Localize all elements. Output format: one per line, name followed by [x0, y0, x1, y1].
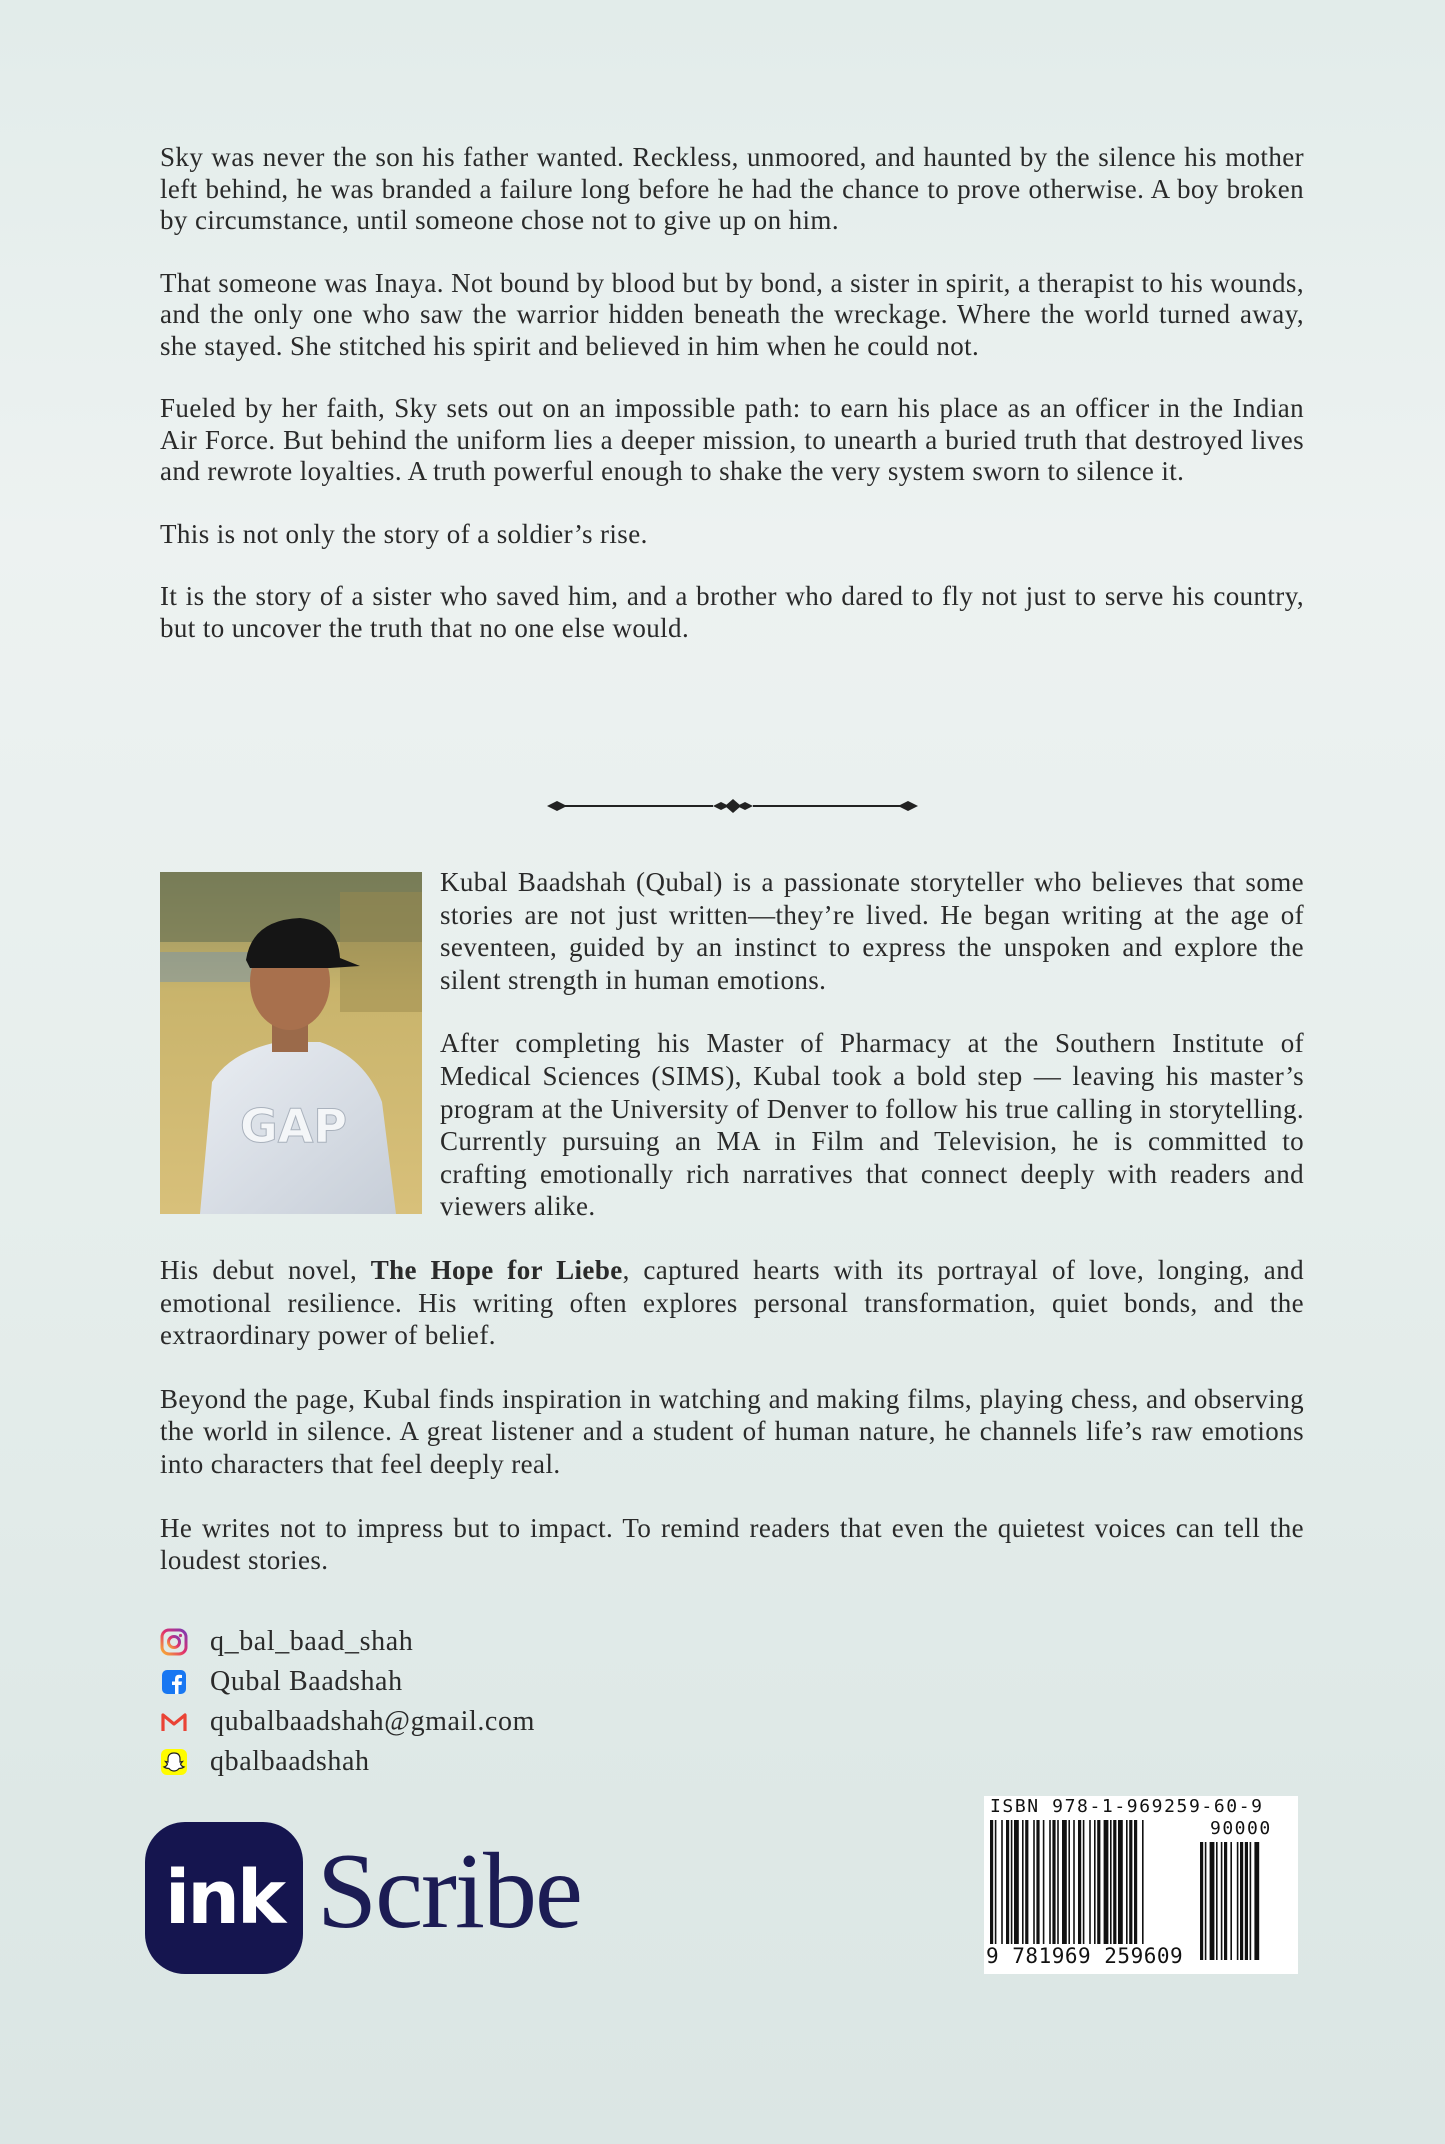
- barcode-bar: [1073, 1820, 1075, 1946]
- barcode-bar: [1089, 1820, 1091, 1946]
- barcode-bar: [1006, 1820, 1009, 1946]
- book-blurb: [160, 142, 1304, 675]
- blurb-paragraph: Sky was never the son his father wanted. Reckless, unmoored, and haunted by the silence his mother left behind, he was branded a failure long before he had the chance to prove otherwise. A boy broken by circumstance, until someone chose not to give up on him.: [160, 142, 1304, 235]
- shirt-print: GAP: [240, 1099, 348, 1153]
- barcode-addon-bar: [1224, 1842, 1227, 1960]
- contact-text: qubalbaadshah@gmail.com: [210, 1706, 535, 1737]
- author-bio: [160, 866, 1304, 1608]
- publisher-wordmark: Scribe: [317, 1832, 581, 1951]
- ornamental-divider: [545, 794, 920, 818]
- bio-paragraph: Kubal Baadshah (Qubal) is a passionate storyteller who believes that some stories are not just written—they’re lived. He began writing at the age of seventeen, guided by an instinct to express the unspoken and explore the silent strength in human emotions.: [440, 867, 1304, 995]
- barcode-bar: [1142, 1820, 1144, 1960]
- barcode-bar: [1094, 1820, 1096, 1946]
- barcode-addon-bar: [1240, 1842, 1243, 1960]
- blurb-paragraph: Fueled by her faith, Sky sets out on an impossible path: to earn his place as an officer in the Indian Air Force. But behind the uniform lies a deeper mission, to unearth a buried truth that destroyed lives and rewrote loyalties. A truth powerful enough to shake the very system sworn to silence it.: [160, 393, 1304, 486]
- barcode-addon-bar: [1216, 1842, 1218, 1960]
- barcode-addon-code: 90000: [1210, 1818, 1272, 1839]
- barcode-addon-bar: [1250, 1842, 1252, 1960]
- barcode-bar: [1113, 1820, 1116, 1946]
- barcode-bar: [1011, 1820, 1013, 1946]
- barcode-addon-bar: [1221, 1842, 1223, 1960]
- barcode-addon-bar: [1237, 1842, 1239, 1960]
- barcode-bar: [1126, 1820, 1128, 1946]
- barcode-bar: [1043, 1820, 1045, 1946]
- barcode-bar: [1068, 1820, 1070, 1946]
- instagram-icon: [160, 1628, 188, 1656]
- blurb-paragraph: It is the story of a sister who saved him, and a brother who dared to fly not just to serve his country, but to uncover the truth that no one else would.: [160, 581, 1304, 643]
- bio-paragraph: Beyond the page, Kubal finds inspiration in watching and making films, playing chess, and observing the world in silence. A great listener and a student of human nature, he channels life’s raw emotions into characters that feel deeply real.: [160, 1383, 1304, 1479]
- gmail-icon: [160, 1708, 188, 1736]
- barcode-bar: [1001, 1820, 1003, 1946]
- barcode-bar: [1104, 1820, 1109, 1946]
- bio-text: His debut novel,: [160, 1254, 371, 1285]
- barcode-bar: [1049, 1820, 1051, 1946]
- barcode-bar: [1129, 1820, 1132, 1946]
- snapchat-icon: [160, 1748, 188, 1776]
- barcode-bar: [1134, 1820, 1137, 1946]
- barcode-ean-digits: 9 781969 259609: [986, 1944, 1184, 1968]
- barcode-bar: [990, 1820, 993, 1960]
- contact-text: q_bal_baad_shah: [210, 1626, 414, 1657]
- barcode-addon-bar: [1254, 1842, 1259, 1960]
- barcode-bar: [1036, 1820, 1039, 1946]
- barcode-addon-bar: [1200, 1842, 1203, 1960]
- barcode-bar: [1025, 1820, 1028, 1946]
- contact-instagram[interactable]: [160, 1622, 535, 1662]
- publisher-badge: ink: [145, 1822, 303, 1974]
- contact-facebook[interactable]: [160, 1662, 535, 1702]
- barcode-bar: [1052, 1820, 1055, 1946]
- barcode-bar: [995, 1820, 997, 1960]
- barcode-addon-bar: [1210, 1842, 1215, 1960]
- contact-list: [160, 1622, 535, 1782]
- facebook-icon: [160, 1668, 188, 1696]
- barcode-bar: [1118, 1820, 1123, 1946]
- barcode-bar: [1057, 1820, 1059, 1946]
- contact-gmail[interactable]: [160, 1702, 535, 1742]
- barcode-bar: [1083, 1820, 1085, 1946]
- barcode-bar: [1014, 1820, 1019, 1946]
- publisher-logo: [145, 1822, 615, 1974]
- barcode-bar: [1033, 1820, 1035, 1946]
- barcode-bar: [1097, 1820, 1100, 1946]
- isbn-text: ISBN 978-1-969259-60-9: [990, 1796, 1264, 1817]
- blurb-paragraph: This is not only the story of a soldier’s rise.: [160, 518, 648, 549]
- barcode-bar: [1110, 1820, 1112, 1946]
- barcode-bar: [1062, 1820, 1067, 1946]
- bio-paragraph: [160, 1254, 1304, 1352]
- bio-paragraph: He writes not to impress but to impact. To remind readers that even the quietest voices can tell the loudest stories.: [160, 1512, 1304, 1576]
- barcode-addon-bar: [1245, 1842, 1248, 1960]
- contact-snapchat[interactable]: [160, 1742, 535, 1782]
- contact-text: Qubal Baadshah: [210, 1666, 403, 1697]
- debut-novel-title: The Hope for Liebe: [370, 1254, 623, 1285]
- blurb-paragraph: That someone was Inaya. Not bound by blood but by bond, a sister in spirit, a therapist to his wounds, and the only one who saw the warrior hidden beneath the wreckage. Where the world turned away, she stayed. She stitched his spirit and believed in him when he could not.: [160, 267, 1304, 361]
- isbn-barcode: [984, 1796, 1298, 1974]
- contact-text: qbalbaadshah: [210, 1746, 370, 1777]
- barcode-bar: [1022, 1820, 1024, 1946]
- bio-paragraph: After completing his Master of Pharmacy at the Southern Institute of Medical Sciences (SIMS), Kubal took a bold step — leaving his master’s program at the University of Denver to follow his true calling in storytelling. Currently pursuing an MA in Film and Television, he is committed to crafting emotionally rich narratives that connect deeply with readers and viewers alike.: [440, 1028, 1304, 1222]
- barcode-addon-bar: [1230, 1842, 1232, 1960]
- barcode-bar: [1078, 1820, 1081, 1946]
- bio-text: , captured hearts with its portrayal of love, longing, and emotional resilience. His writing often explores personal transformation, quiet bonds, and the extraordinary power of belief.: [160, 1254, 1304, 1351]
- barcode-addon-bar: [1205, 1842, 1207, 1960]
